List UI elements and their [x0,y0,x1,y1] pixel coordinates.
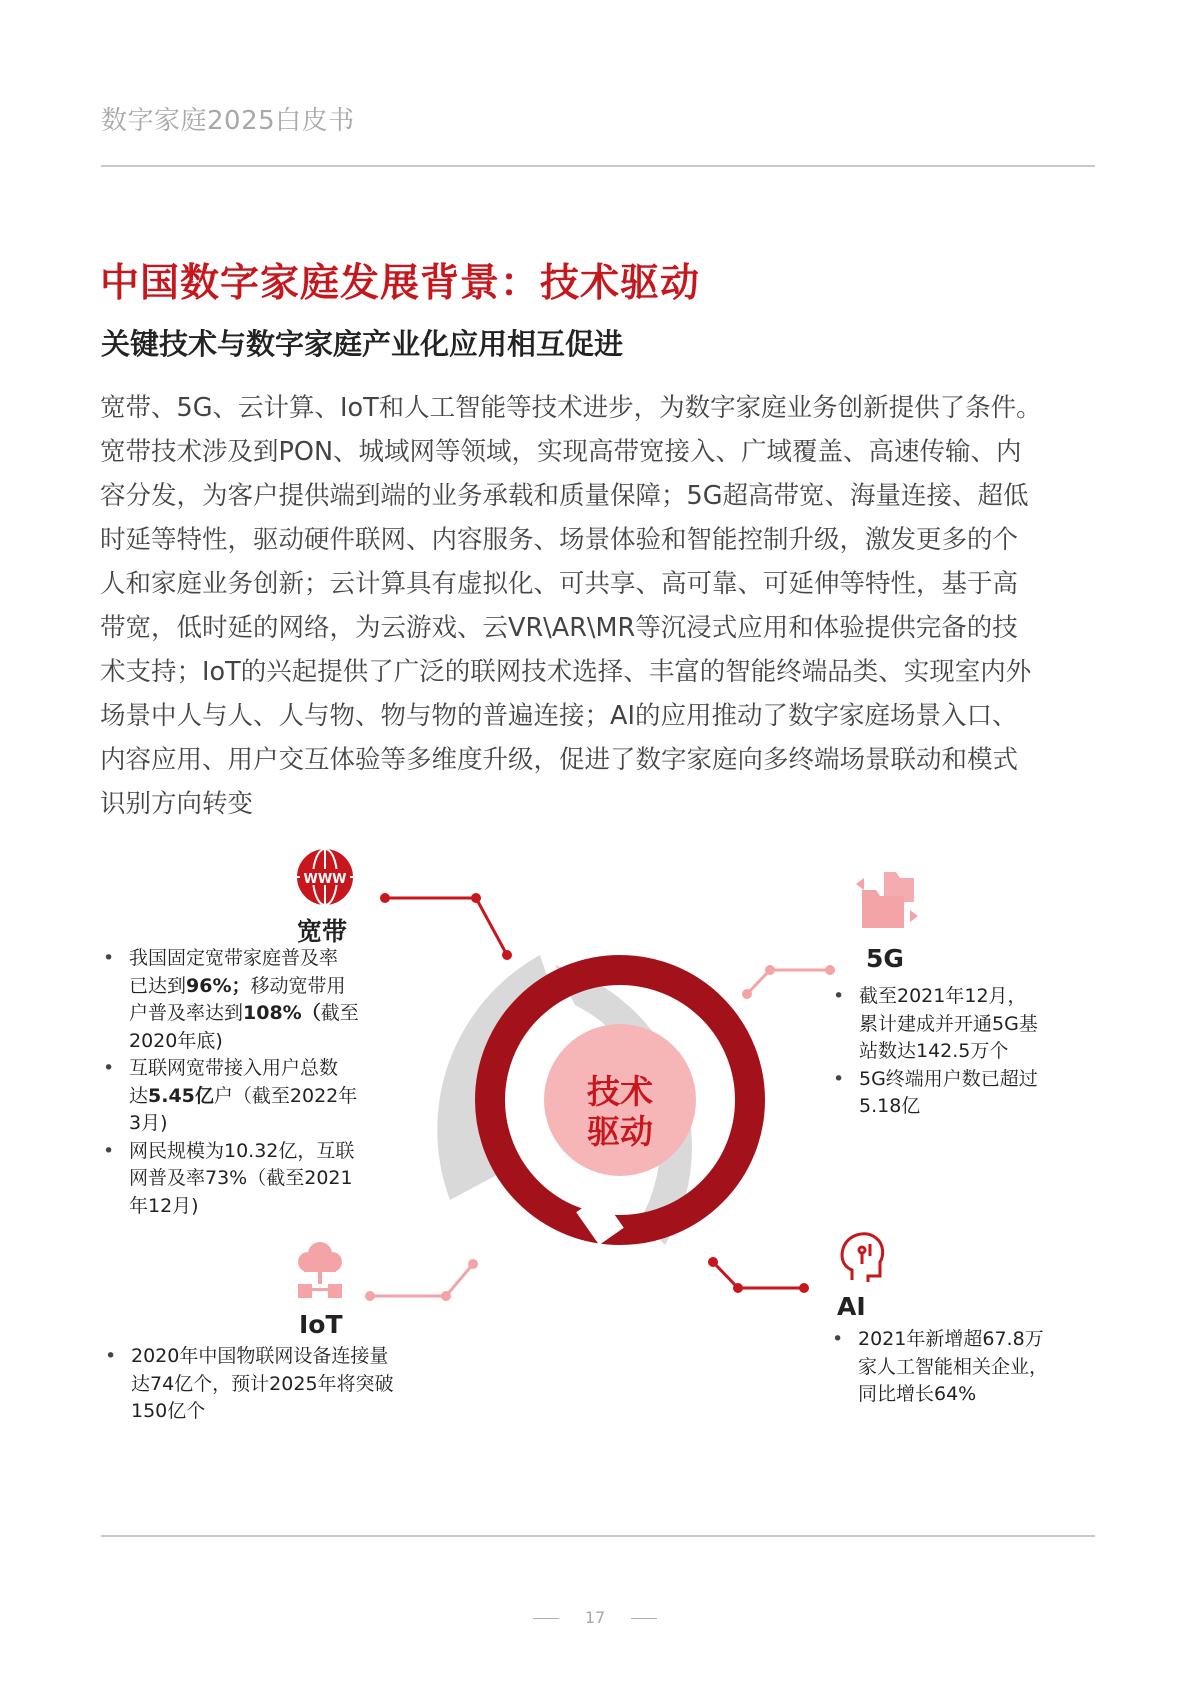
footer-divider [101,1535,1095,1537]
body-line: 时延等特性，驱动硬件联网、内容服务、场景体验和智能控制升级，激发更多的个 [100,525,1019,555]
ai-title: AI [837,1292,866,1321]
list-item: • 截至2021年12月， 累计建成并开通5G基 站数达142.5万个 [833,983,1038,1066]
center-label-line1: 技术 [587,1072,653,1111]
broadband-connector [385,898,507,955]
body-line: 带宽，低时延的网络，为云游戏、云VR\AR\MR等沉浸式应用和体验提供完备的技 [100,613,1018,643]
ai-bullets [832,1326,1048,1409]
body-line: 宽带技术涉及到PON、城域网等领域，实现高带宽接入、广域覆盖、高速传输、内 [100,437,1022,467]
cloud-network-icon [298,1242,342,1298]
fiveg-title: 5G [866,944,904,973]
body-line: 内容应用、用户交互体验等多维度升级，促进了数字家庭向多终端场景联动和模式 [100,745,1019,775]
svg-text:WWW: WWW [303,872,347,887]
fiveg-connector [747,970,830,994]
list-item: • 我国固定宽带家庭普及率 已达到96%；移动宽带用 户普及率达到108%（截至 2020年底) [103,945,359,1055]
list-item: • 2020年中国物联网设备连接量 达74亿个，预计2025年将突破 150亿个 [105,1343,394,1426]
center-label [520,1072,720,1152]
ai-connector [713,1262,804,1288]
iot-connector [370,1264,473,1296]
list-item: • 互联网宽带接入用户总数 达5.45亿户（截至2022年 3月) [103,1055,359,1138]
page-number: 17 [0,1608,1190,1627]
body-line: 人和家庭业务创新；云计算具有虚拟化、可共享、高可靠、可延伸等特性，基于高 [100,569,1019,599]
www-globe-icon [297,849,353,905]
body-line: 场景中人与人、人与物、物与物的普遍连接；AI的应用推动了数字家庭场景入口、 [100,701,1018,731]
body-line: 容分发，为客户提供端到端的业务承载和质量保障；5G超高带宽、海量连接、超低 [100,481,1029,511]
center-label-line2: 驱动 [587,1112,653,1151]
ai-head-icon [842,1234,883,1282]
fiveg-bullets [833,983,1038,1121]
body-line: 识别方向转变 [100,789,254,819]
broadband-title: 宽带 [297,917,348,946]
list-item: • 5G终端用户数已超过 5.18亿 [833,1066,1038,1121]
page-subtitle: 关键技术与数字家庭产业化应用相互促进 [101,327,624,361]
header-title: 数字家庭2025白皮书 [101,106,355,136]
list-item: • 网民规模为10.32亿，互联 网普及率73%（截至2021 年12月) [103,1138,359,1221]
body-line: 宽带、5G、云计算、IoT和人工智能等技术进步，为数字家庭业务创新提供了条件。 [100,393,1042,423]
body-line: 术支持；IoT的兴起提供了广泛的联网技术选择、丰富的智能终端品类、实现室内外 [100,657,1032,687]
broadband-bullets [103,945,359,1220]
page-title: 中国数字家庭发展背景：技术驱动 [100,261,701,306]
list-item: • 2021年新增超67.8万 家人工智能相关企业， 同比增长64% [832,1326,1048,1409]
iot-bullets [105,1343,394,1426]
folder-transfer-icon [856,872,918,928]
iot-title: IoT [299,1310,343,1339]
